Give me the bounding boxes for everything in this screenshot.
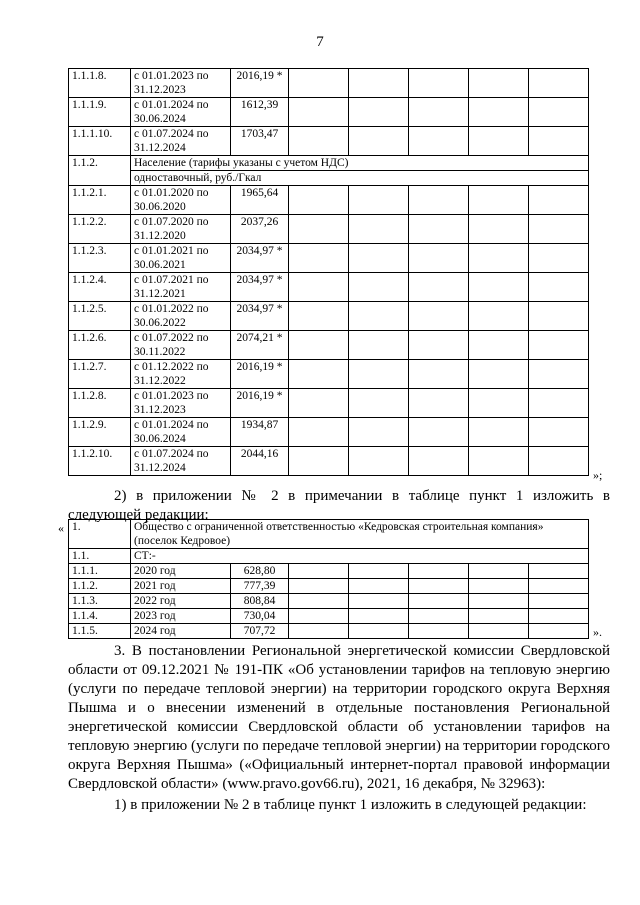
- tariff-table-2: [68, 519, 589, 639]
- row-period: с 01.07.2024 по 31.12.2024: [131, 127, 231, 156]
- table-row: [69, 447, 589, 476]
- row-value: 1612,39: [231, 98, 289, 127]
- table-row: [69, 624, 589, 639]
- row-value: 808,84: [231, 594, 289, 609]
- category-num: 1.1.2.: [69, 156, 131, 186]
- table-row: [69, 609, 589, 624]
- row-value: 2016,19 *: [231, 69, 289, 98]
- table-row: [69, 594, 589, 609]
- org-row: [69, 520, 589, 549]
- category-subrow: [69, 171, 589, 186]
- row-period: с 01.07.2020 по 31.12.2020: [131, 215, 231, 244]
- row-num: 1.1.2.4.: [69, 273, 131, 302]
- row-num: 1.1.3.: [69, 594, 131, 609]
- table-row: [69, 564, 589, 579]
- row-num: 1.1.5.: [69, 624, 131, 639]
- row-num: 1.1.2.6.: [69, 331, 131, 360]
- table-row: [69, 215, 589, 244]
- table-row: [69, 273, 589, 302]
- org-num: 1.: [69, 520, 131, 549]
- paragraph-item-2: 2) в приложении № 2 в примечании в таблице пункт 1 изложить в следующей редакции:: [68, 488, 610, 523]
- row-period: с 01.01.2024 по 30.06.2024: [131, 98, 231, 127]
- row-period: с 01.01.2020 по 30.06.2020: [131, 186, 231, 215]
- row-num: 1.1.2.2.: [69, 215, 131, 244]
- table-row: [69, 418, 589, 447]
- category-subtitle: одноставочный, руб./Гкал: [131, 171, 589, 186]
- table-row: [69, 186, 589, 215]
- table-row: [69, 389, 589, 418]
- page-number: 7: [316, 34, 324, 50]
- row-value: 2034,97 *: [231, 244, 289, 273]
- row-num: 1.1.2.7.: [69, 360, 131, 389]
- table-row: [69, 127, 589, 156]
- row-period: с 01.01.2022 по 30.06.2022: [131, 302, 231, 331]
- row-period: с 01.01.2024 по 30.06.2024: [131, 418, 231, 447]
- row-num: 1.1.1.8.: [69, 69, 131, 98]
- row-value: 2037,26: [231, 215, 289, 244]
- table-row: [69, 331, 589, 360]
- row-num: 1.1.2.10.: [69, 447, 131, 476]
- row-year: 2020 год: [131, 564, 231, 579]
- row-value: 777,39: [231, 579, 289, 594]
- row-year: 2021 год: [131, 579, 231, 594]
- row-value: 2016,19 *: [231, 360, 289, 389]
- row-num: 1.1.1.10.: [69, 127, 131, 156]
- table2-end-mark: ».: [593, 625, 602, 639]
- row-num: 1.1.4.: [69, 609, 131, 624]
- row-value: 2074,21 *: [231, 331, 289, 360]
- row-year: 2022 год: [131, 594, 231, 609]
- paragraph-3-item-1: 1) в приложении № 2 в таблице пункт 1 изложить в следующей редакции:: [114, 797, 587, 813]
- row-period: с 01.01.2023 по 31.12.2023: [131, 69, 231, 98]
- row-value: 2034,97 *: [231, 302, 289, 331]
- row-value: 2044,16: [231, 447, 289, 476]
- row-period: с 01.07.2024 по 31.12.2024: [131, 447, 231, 476]
- row-num: 1.1.2.5.: [69, 302, 131, 331]
- row-year: 2023 год: [131, 609, 231, 624]
- table-row: [69, 98, 589, 127]
- row-value: 1703,47: [231, 127, 289, 156]
- row-num: 1.1.2.9.: [69, 418, 131, 447]
- category-title: Население (тарифы указаны с учетом НДС): [131, 156, 589, 171]
- paragraph-3: 3. В постановлении Региональной энергетической комиссии Свердловской области от 09.12.2021 № 191-ПК «Об установлении тарифов на тепловую энергию (услуги по передаче тепловой энергии) на территории городского округа Верхняя Пышма и о внесении изменений в отдельные постановления Региональной энергетической комиссии Свердловской области об установлении тарифов на тепловую энергию (услуги по передаче тепловой энергии) на территории городского округа Верхняя Пышма» («Официальный интернет-портал правовой информации Свердловской области» (www.pravo.gov66.ru), 2021, 16 декабря, № 32963):: [68, 643, 610, 792]
- table-row: [69, 579, 589, 594]
- row-value: 730,04: [231, 609, 289, 624]
- row-value: 2034,97 *: [231, 273, 289, 302]
- row-value: 2016,19 *: [231, 389, 289, 418]
- row-value: 707,72: [231, 624, 289, 639]
- row-num: 1.1.2.8.: [69, 389, 131, 418]
- sub-num: 1.1.: [69, 549, 131, 564]
- tariff-table-1: [68, 68, 589, 476]
- table-row: [69, 302, 589, 331]
- row-value: 1965,64: [231, 186, 289, 215]
- row-num: 1.1.2.3.: [69, 244, 131, 273]
- row-period: с 01.01.2021 по 30.06.2021: [131, 244, 231, 273]
- row-value: 1934,87: [231, 418, 289, 447]
- row-value: 628,80: [231, 564, 289, 579]
- table-row: [69, 360, 589, 389]
- table-row: [69, 244, 589, 273]
- table2-open-mark: «: [58, 521, 64, 535]
- row-year: 2024 год: [131, 624, 231, 639]
- row-period: с 01.07.2021 по 31.12.2021: [131, 273, 231, 302]
- sub-label: СТ:-: [131, 549, 589, 564]
- row-period: с 01.12.2022 по 31.12.2022: [131, 360, 231, 389]
- sub-row: [69, 549, 589, 564]
- row-num: 1.1.2.: [69, 579, 131, 594]
- org-name: Общество с ограниченной ответственностью «Кедровская строительная компания» (поселок Кедровое): [131, 520, 589, 549]
- category-row: [69, 156, 589, 171]
- row-period: с 01.01.2023 по 31.12.2023: [131, 389, 231, 418]
- table1-end-mark: »;: [593, 468, 603, 482]
- table-row: [69, 69, 589, 98]
- row-period: с 01.07.2022 по 30.11.2022: [131, 331, 231, 360]
- row-num: 1.1.1.9.: [69, 98, 131, 127]
- row-num: 1.1.2.1.: [69, 186, 131, 215]
- row-num: 1.1.1.: [69, 564, 131, 579]
